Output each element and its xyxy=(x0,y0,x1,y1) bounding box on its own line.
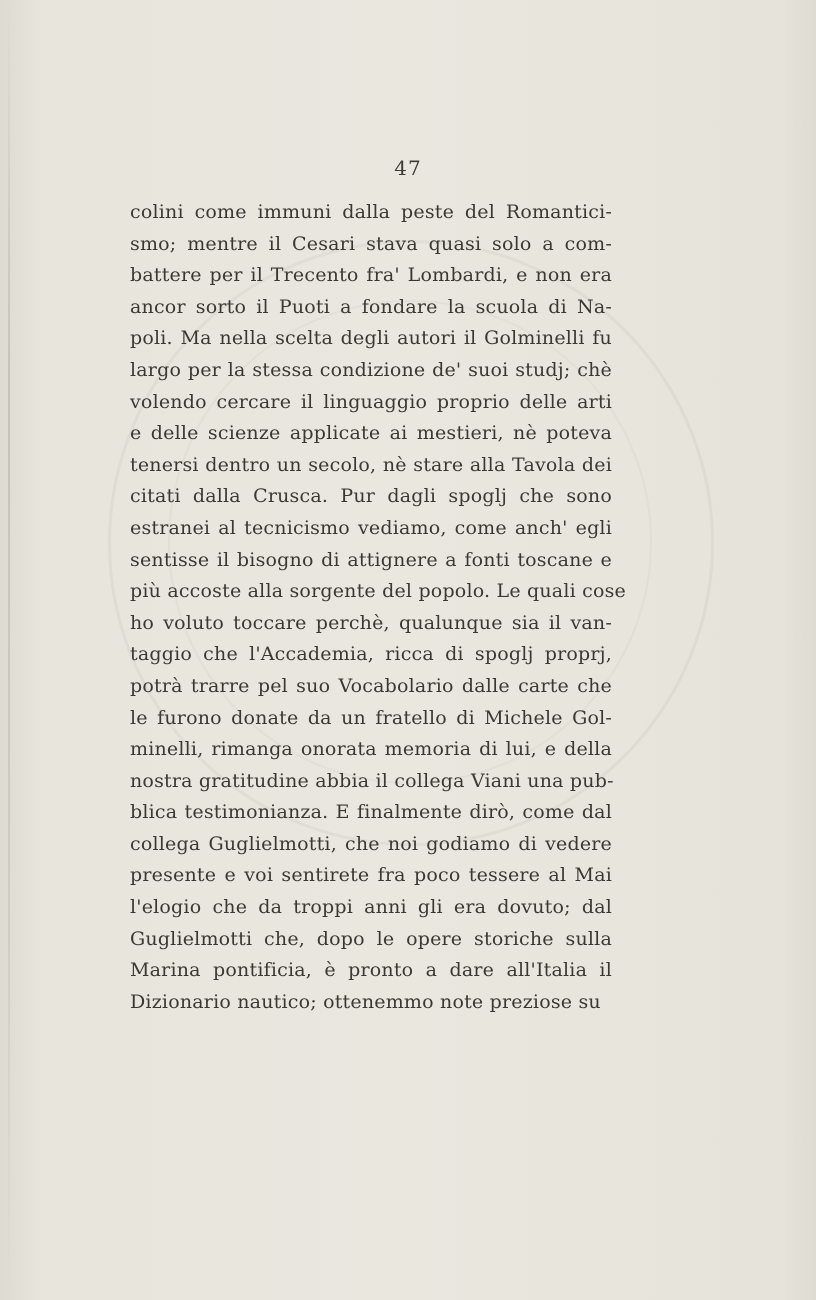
text-line: colini come immuni dalla peste del Romantici- xyxy=(130,201,612,223)
text-line: e delle scienze applicate ai mestieri, nè poteva xyxy=(130,422,612,445)
text-line: l'elogio che da troppi anni gli era dovuto; dal xyxy=(130,896,612,919)
text-line: volendo cercare il linguaggio proprio delle arti xyxy=(130,390,612,413)
text-line: blica testimonianza. E finalmente dirò, come dal xyxy=(130,801,612,824)
text-line: le furono donate da un fratello di Michele Gol- xyxy=(130,706,612,729)
page-number: 47 xyxy=(394,156,422,180)
text-line: tenersi dentro un secolo, nè stare alla Tavola dei xyxy=(130,453,612,476)
text-line: ancor sorto il Puoti a fondare la scuola di Na- xyxy=(130,295,612,318)
text-line: Guglielmotti che, dopo le opere storiche sulla xyxy=(130,927,612,950)
text-line: battere per il Trecento fra' Lombardi, e non era xyxy=(130,264,612,287)
text-line: smo; mentre il Cesari stava quasi solo a com- xyxy=(130,232,612,255)
text-line: più accoste alla sorgente del popolo. Le quali cose xyxy=(130,580,626,603)
text-line: largo per la stessa condizione de' suoi studj; chè xyxy=(130,358,612,381)
page-edge-shadow xyxy=(8,0,10,1300)
text-line: estranei al tecnicismo vediamo, come anch' egli xyxy=(130,516,612,539)
text-line: collega Guglielmotti, che noi godiamo di vedere xyxy=(130,832,612,855)
text-line: ho voluto toccare perchè, qualunque sia il van- xyxy=(130,611,612,634)
body-text xyxy=(130,197,626,1018)
text-line: citati dalla Crusca. Pur dagli spoglj che sono xyxy=(130,485,612,508)
text-line: Marina pontificia, è pronto a dare all'Italia il xyxy=(130,959,612,982)
text-line: taggio che l'Accademia, ricca di spoglj proprj, xyxy=(130,643,612,666)
text-line: potrà trarre pel suo Vocabolario dalle carte che xyxy=(130,674,612,697)
text-line: sentisse il bisogno di attignere a fonti toscane e xyxy=(130,548,612,571)
text-line: minelli, rimanga onorata memoria di lui, e della xyxy=(130,738,612,761)
text-line: Dizionario nautico; ottenemmo note preziose su xyxy=(130,990,601,1013)
text-line: poli. Ma nella scelta degli autori il Golminelli fu xyxy=(130,327,612,350)
text-line: nostra gratitudine abbia il collega Viani una pub- xyxy=(130,769,614,792)
text-line: presente e voi sentirete fra poco tessere al Mai xyxy=(130,864,612,887)
